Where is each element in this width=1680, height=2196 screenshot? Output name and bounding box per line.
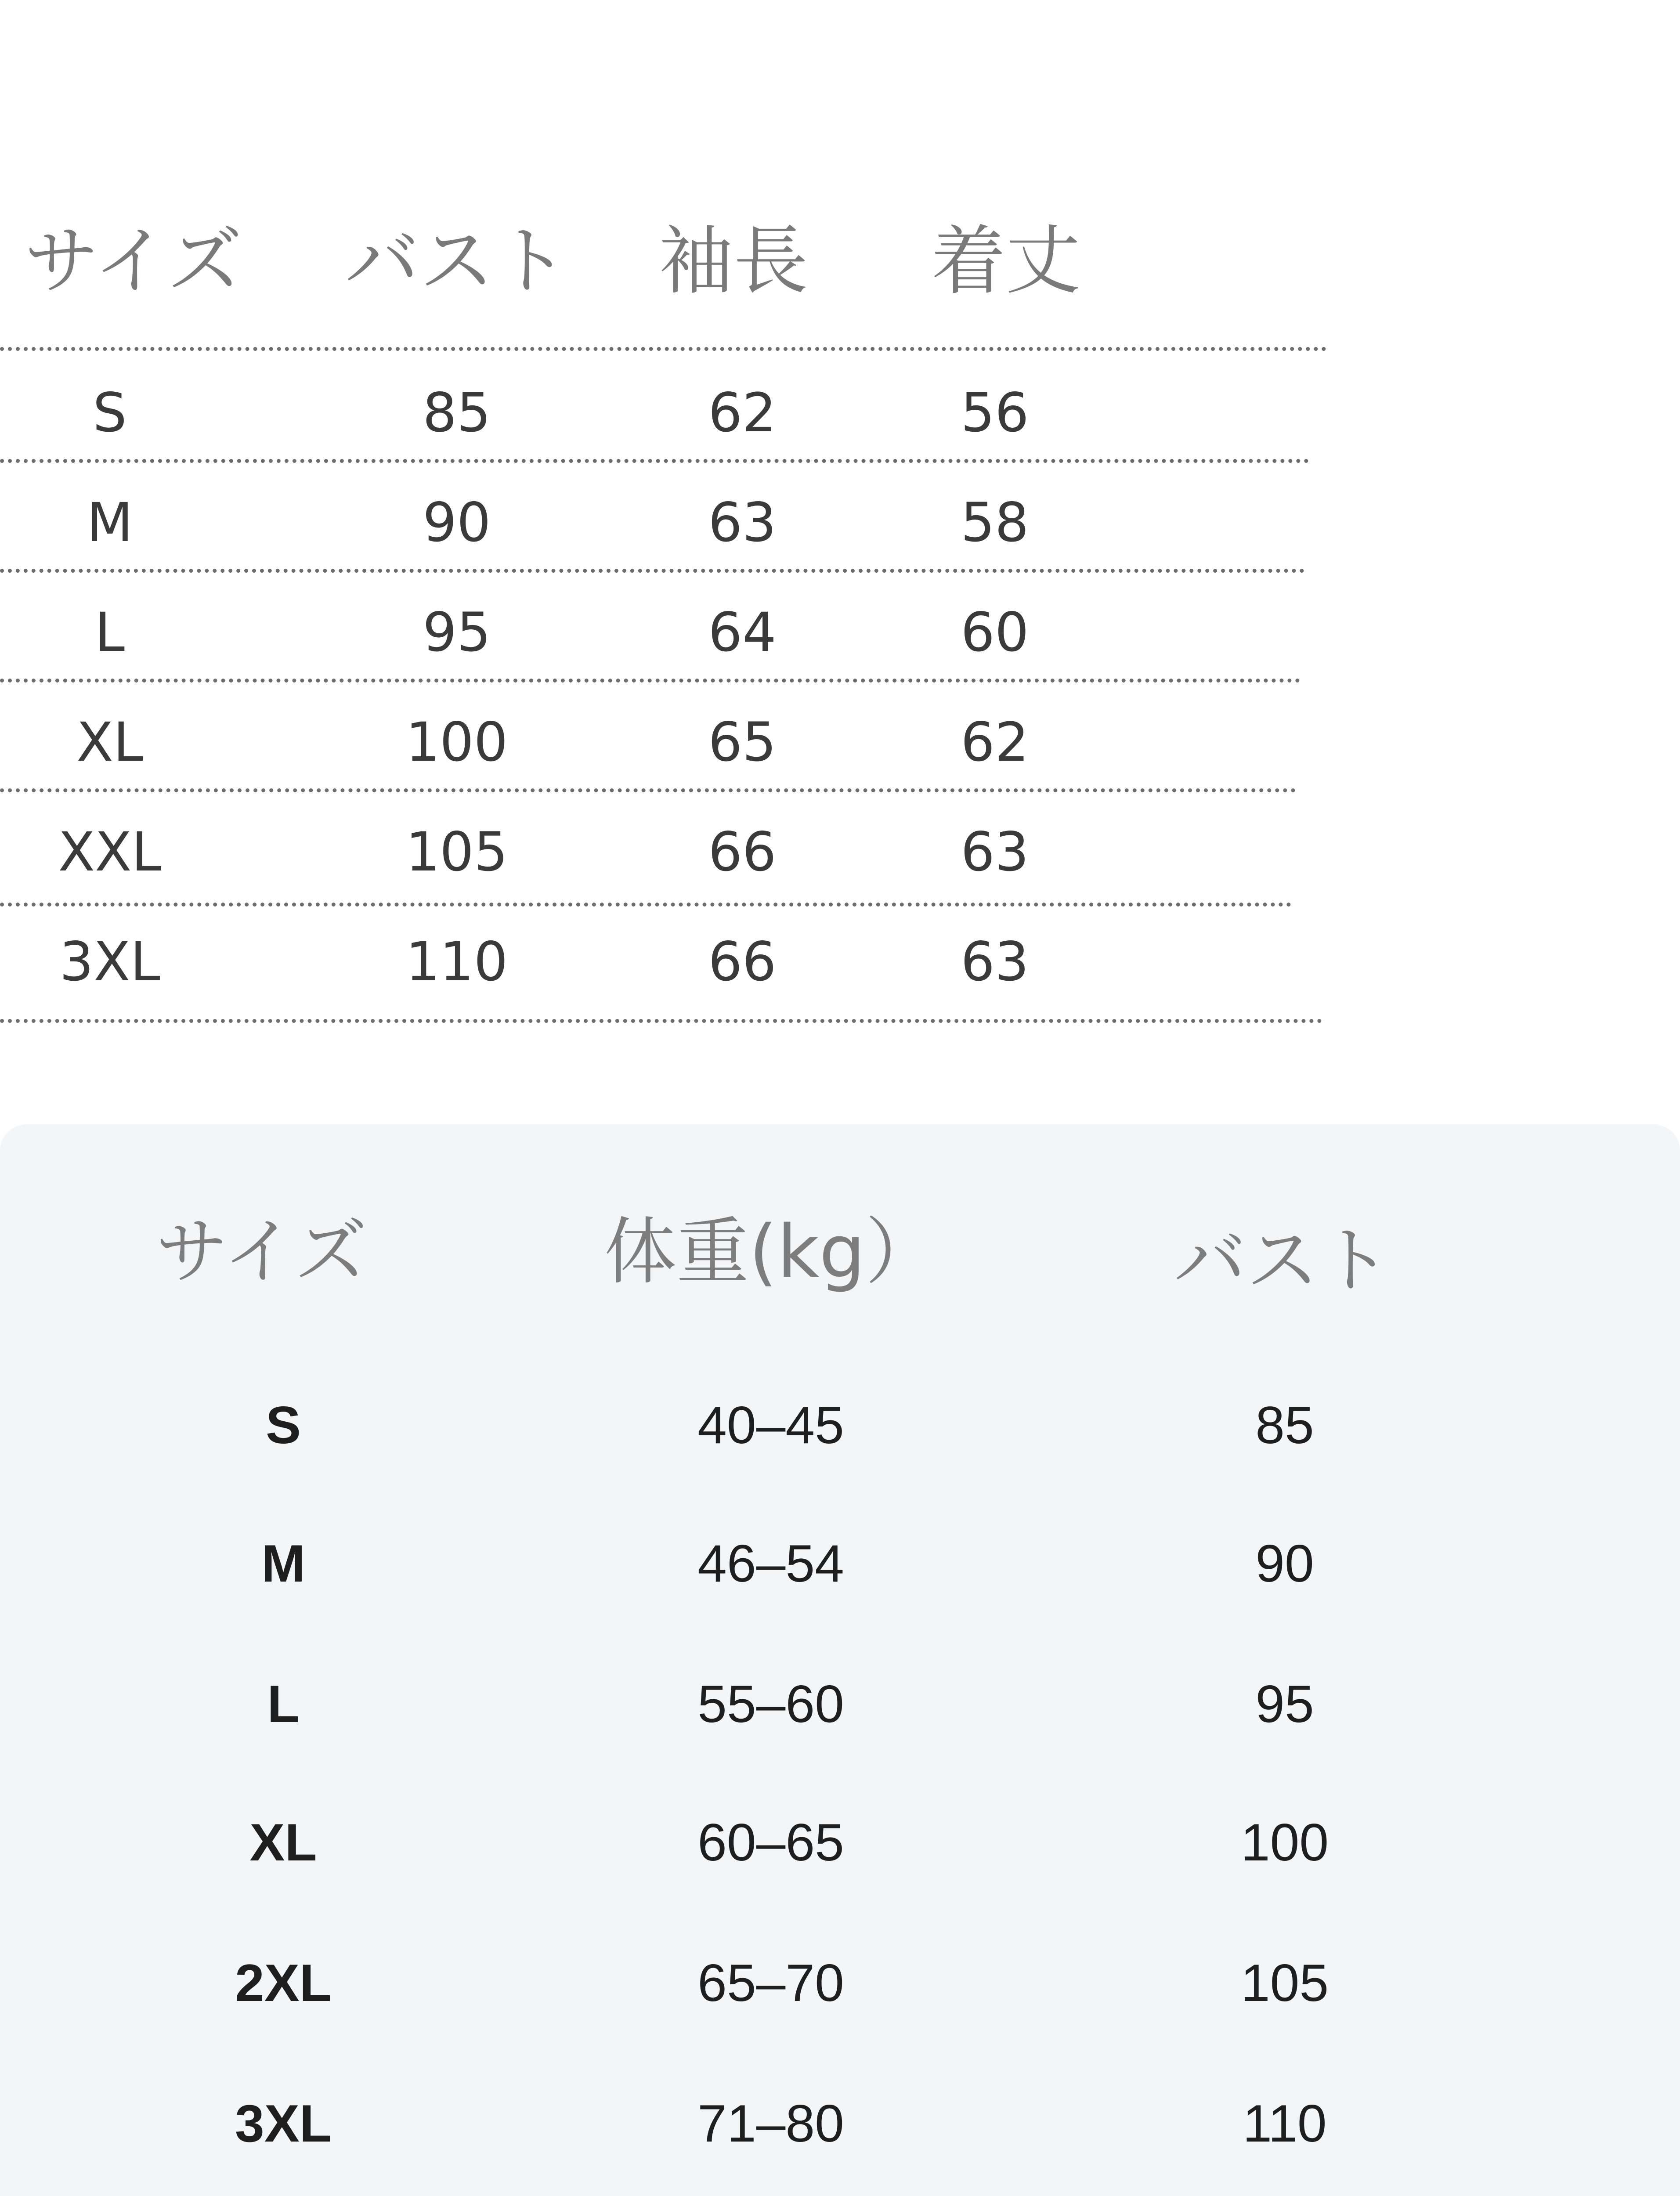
- cell-bust: 85: [1255, 1396, 1314, 1455]
- table-row: [0, 1651, 1680, 1757]
- cell-size: M: [261, 1534, 305, 1593]
- cell-sleeve: 66: [708, 821, 777, 883]
- cell-sleeve: 65: [708, 711, 777, 773]
- table-row: [0, 1372, 1680, 1478]
- header-size: サイズ: [24, 218, 242, 305]
- cell-bust: 110: [1243, 2094, 1327, 2153]
- cell-weight: 71–80: [697, 2094, 844, 2153]
- cell-bust: 105: [1240, 1954, 1329, 2012]
- cell-weight: 40–45: [697, 1396, 844, 1455]
- row-divider: [0, 347, 1326, 351]
- cell-length: 62: [961, 711, 1029, 773]
- table-row: [0, 468, 1680, 578]
- cell-sleeve: 64: [708, 601, 777, 664]
- row-divider: [0, 459, 1309, 463]
- cell-size: 2XL: [235, 1954, 332, 2012]
- table-row: [0, 1511, 1680, 1616]
- cell-bust: 95: [1255, 1675, 1314, 1734]
- cell-bust: 90: [1255, 1534, 1314, 1593]
- row-divider: [0, 569, 1304, 573]
- cell-size: 3XL: [59, 931, 160, 993]
- cell-sleeve: 62: [708, 382, 777, 444]
- header-sleeve-length: 袖長: [659, 218, 809, 305]
- cell-sleeve: 66: [708, 931, 777, 993]
- cell-length: 56: [961, 382, 1029, 444]
- cell-length: 63: [961, 821, 1029, 883]
- cell-size: XXL: [58, 821, 162, 883]
- cell-size: S: [93, 382, 127, 444]
- table-row: [0, 1930, 1680, 2036]
- table-row: [0, 578, 1680, 687]
- cell-bust: 95: [423, 601, 491, 664]
- cell-bust: 90: [423, 491, 491, 554]
- cell-weight: 60–65: [697, 1813, 844, 1872]
- cell-size: L: [267, 1675, 300, 1734]
- cell-bust: 105: [405, 821, 508, 883]
- header-bust: バスト: [345, 218, 569, 305]
- cell-length: 63: [961, 931, 1029, 993]
- row-divider: [0, 788, 1296, 792]
- cell-weight: 46–54: [697, 1534, 844, 1593]
- table-row: [0, 358, 1680, 468]
- cell-bust: 110: [405, 931, 508, 993]
- table-row: [0, 797, 1680, 907]
- cell-bust: 100: [1240, 1813, 1329, 1872]
- row-divider: [0, 903, 1291, 907]
- cell-size: 3XL: [235, 2094, 332, 2153]
- cell-bust: 100: [405, 711, 508, 773]
- cell-size: S: [265, 1396, 301, 1455]
- cell-weight: 65–70: [697, 1954, 844, 2012]
- size-table-weight: [0, 1124, 1680, 2196]
- cell-sleeve: 63: [708, 491, 777, 554]
- table-row: [0, 2071, 1680, 2176]
- cell-size: XL: [76, 711, 143, 773]
- row-divider: [0, 679, 1300, 683]
- table-row: [0, 687, 1680, 797]
- table-row: [0, 1790, 1680, 1895]
- header-bust: バスト: [1174, 1218, 1391, 1303]
- cell-length: 58: [961, 491, 1029, 554]
- cell-bust: 85: [423, 382, 491, 444]
- row-divider: [0, 1019, 1322, 1023]
- header-weight: 体重(kg）: [604, 1210, 938, 1294]
- cell-weight: 55–60: [697, 1675, 844, 1734]
- header-length: 着丈: [931, 218, 1081, 305]
- cell-size: L: [95, 601, 125, 664]
- cell-size: M: [87, 491, 133, 554]
- header-size: サイズ: [155, 1210, 367, 1294]
- cell-size: XL: [249, 1813, 317, 1872]
- table-row: [0, 907, 1680, 1017]
- cell-length: 60: [961, 601, 1029, 664]
